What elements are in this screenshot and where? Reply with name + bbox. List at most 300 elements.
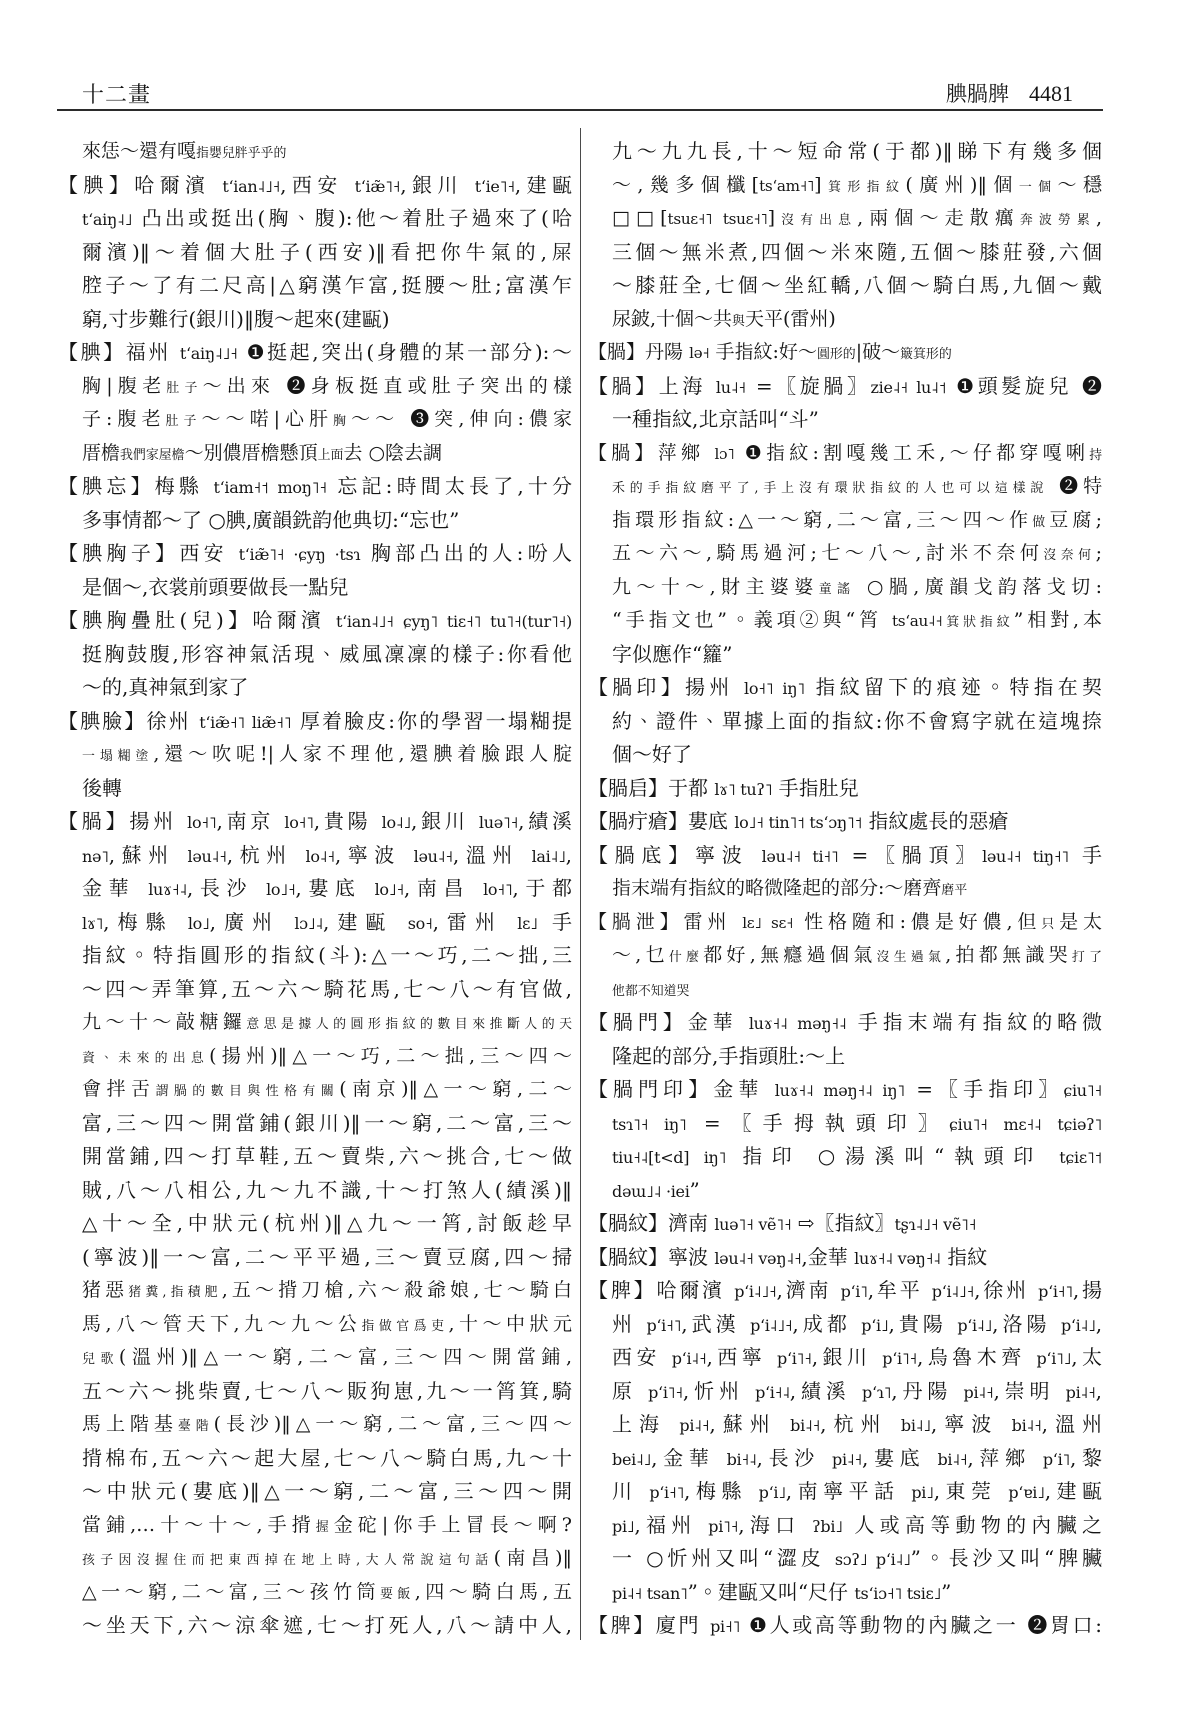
entry-text: ;: [1095, 542, 1102, 564]
phonetic-transcription: lɔ˥: [714, 444, 735, 463]
entry-text: 揹棉布,五～六～起大屋,七～八～騎白馬,九～十: [82, 1445, 572, 1470]
entry-text: ～,乜: [612, 944, 669, 966]
phonetic-transcription: ləu˨˧ tiŋ˧˥: [982, 846, 1069, 866]
dictionary-line: [58, 705, 572, 739]
entry-text: ❶挺起,突出(身體的某一部分):～: [237, 340, 572, 364]
dictionary-line: [58, 1107, 572, 1141]
entry-text: 丹陽: [645, 341, 690, 363]
entry-text: ,杭州: [226, 842, 306, 867]
phonetic-transcription: lɤ˥: [82, 913, 104, 933]
dictionary-line: [58, 1609, 572, 1643]
phonetic-transcription: tʻaiŋ˨˩˧: [179, 344, 238, 363]
dictionary-line: [58, 269, 572, 303]
phonetic-transcription: zie˨˧ lu˨˦: [870, 377, 947, 397]
entry-text: 賊,八～八相公,九～九不識,十～打煞人(績溪)‖: [82, 1177, 572, 1202]
entry-text: ,蘇州: [108, 842, 188, 867]
phonetic-transcription: tʻiam˧˦ moŋ˥˧: [213, 478, 327, 497]
gloss-note: 奔波勞累: [1019, 213, 1096, 228]
dictionary-line: [588, 1274, 1102, 1308]
dictionary-line: [58, 370, 572, 404]
dictionary-line: [58, 839, 572, 873]
entry-text: 手: [1068, 842, 1102, 867]
dictionary-line: [58, 1040, 572, 1074]
dictionary-line: [58, 805, 572, 839]
entry-text: 西安: [179, 541, 239, 565]
phonetic-transcription: tɕiɛ˥˦: [1059, 1148, 1102, 1167]
entry-text: 指印 ○湯溪叫“執頭印: [726, 1144, 1060, 1168]
phonetic-transcription: pi˨˧ tsan˥: [612, 1583, 688, 1603]
dictionary-line: [58, 135, 572, 169]
phonetic-transcription: so˧: [407, 913, 433, 933]
phonetic-transcription: sɔʔ˩ pʻi˨˩: [834, 1550, 911, 1569]
dictionary-line: [58, 1475, 572, 1509]
entry-text: ,海口: [738, 1512, 813, 1537]
entry-text: ,揚: [1072, 1278, 1102, 1302]
entry-text: ,: [1095, 1311, 1102, 1336]
dictionary-line: [588, 202, 1102, 236]
entry-text: ,婁底: [861, 1445, 938, 1470]
entry-text: 指紋處長的惡瘡: [862, 809, 1009, 833]
phonetic-transcription: lɔ˩˨: [294, 913, 323, 933]
phonetic-transcription: bi˨˧: [790, 1416, 821, 1435]
phonetic-transcription: lo˧˥ iŋ˥: [744, 679, 805, 698]
page-number: 4481: [1029, 81, 1073, 106]
dictionary-line: [58, 1174, 572, 1208]
entry-text: ,十～中狀元: [448, 1312, 572, 1335]
gloss-note: 猪糞,指積肥: [128, 1285, 222, 1300]
dictionary-line: [58, 1274, 572, 1308]
dictionary-line: [58, 1006, 572, 1040]
entry-text: 當鋪,…十～十～,手揹: [82, 1513, 316, 1536]
entry-text: 徐州: [146, 708, 200, 733]
entry-text: ,銀川: [811, 1345, 883, 1369]
dictionary-line: [58, 1542, 572, 1576]
gloss-note: 箕狀指紋: [942, 615, 1014, 630]
phonetic-transcription: lo˧˥: [284, 813, 314, 832]
running-head-headwords: 腆腡脾: [946, 82, 1009, 106]
entry-text: ❶指紋:割嘎幾工禾,～仔都穿嘎唎: [734, 441, 1090, 464]
dictionary-line: [58, 604, 572, 638]
phonetic-transcription: pi˧˥: [710, 1617, 741, 1636]
phonetic-transcription: lɛ˩: [517, 913, 538, 933]
entry-text: ,南京: [216, 809, 285, 833]
phonetic-transcription: tsuɛ˧˥ tsuɛ˧˥: [667, 210, 768, 228]
entry-text: ,崇明: [993, 1378, 1066, 1403]
entry-text: 指紋: [940, 1244, 988, 1269]
phonetic-transcription: pʻi˧˥: [646, 1315, 682, 1335]
headword: 【腆】: [58, 172, 135, 197]
dictionary-line: [588, 738, 1102, 772]
entry-text: 寧波: [668, 1244, 715, 1269]
dictionary-line: [588, 1207, 1102, 1241]
dictionary-line: [58, 470, 572, 504]
phonetic-transcription: pʻi˥: [840, 1282, 868, 1301]
gloss-note: 持: [1089, 447, 1102, 463]
phonetic-transcription: lo˧˥: [187, 813, 217, 832]
gloss-note: 他都不知道哭: [612, 983, 690, 999]
phonetic-transcription: pi˨˧: [1065, 1382, 1096, 1402]
entry-text: 九～九九長,十～短命常(于都)‖睇下有幾多個: [612, 139, 1102, 163]
gloss-note: 意思是據人的圓形指紋的數目來推斷人的天: [246, 1017, 572, 1032]
phonetic-transcription: pʻɿ˥: [862, 1382, 892, 1402]
gloss-note: 簸箕形的: [900, 347, 952, 362]
dictionary-line: [588, 906, 1102, 940]
entry-text: (揚州)‖△一～巧,二～拙,三～四～: [209, 1044, 572, 1067]
dictionary-line: [58, 437, 572, 471]
entry-text: ,西寧: [706, 1345, 778, 1369]
headword: 【腡】: [58, 809, 130, 833]
dictionary-line: [588, 1408, 1102, 1442]
entry-text: ,: [1095, 1378, 1102, 1403]
phonetic-transcription: pʻi˥˧: [777, 1349, 812, 1368]
entry-text: 挺胸鼓腹,形容神氣活現、威風凜凜的樣子:你看他: [82, 641, 572, 666]
dictionary-line: [588, 1174, 1102, 1208]
gloss-note: 沒奈何: [1043, 548, 1096, 563]
gloss-note: 我們家屋檐: [120, 447, 185, 463]
entry-text: ,溫州: [452, 842, 532, 867]
entry-text: ,長沙: [756, 1445, 833, 1470]
headword: 【脾】: [588, 1613, 656, 1637]
entry-text: ”相對,本: [1013, 609, 1102, 631]
phonetic-transcription: dəɯ˩˨ ·iei: [612, 1181, 690, 1201]
phonetic-transcription: tʻian˨˩˧: [222, 176, 281, 196]
phonetic-transcription: tsʻiɔ˧˥ tsiɛ˩: [854, 1583, 942, 1603]
entry-text: ,銀川: [400, 172, 475, 197]
headword: 【腡門印】: [588, 1077, 714, 1101]
entry-text: ,太: [1071, 1345, 1102, 1369]
entry-text: ,建甌: [514, 172, 572, 197]
dictionary-line: [58, 202, 572, 236]
phonetic-transcription: lo˩˧: [374, 880, 404, 899]
entry-text: 哈爾濱: [252, 608, 336, 632]
dictionary-line: [58, 772, 572, 806]
entry-text: ,萍鄉: [967, 1445, 1043, 1470]
phonetic-transcription: tʻaiŋ˨˩: [82, 210, 133, 229]
entry-text: 窮,寸步難行(銀川)‖腹～起來(建甌): [82, 306, 390, 331]
headword: 【腡】: [588, 441, 658, 464]
entry-text: 廈門: [655, 1613, 711, 1637]
dictionary-line: [588, 1006, 1102, 1040]
dictionary-line: [58, 939, 572, 973]
entry-text: 梅縣: [154, 474, 214, 498]
phonetic-transcription: lo˩: [187, 913, 210, 933]
entry-text: 尿鈹,十個～共: [612, 307, 733, 330]
dictionary-line: [588, 772, 1102, 806]
phonetic-transcription: luɤ˧˨ vəŋ˧˨: [854, 1248, 941, 1268]
dictionary-line: [588, 336, 1102, 370]
entry-text: (南京)‖△一～窮,二～: [339, 1078, 572, 1100]
entry-text: 濟南: [668, 1211, 715, 1235]
dictionary-line: [588, 1442, 1102, 1476]
gloss-note: 資、未來的出息: [82, 1050, 210, 1066]
headword: 【腆胸疊肚(兒)】: [58, 608, 253, 632]
gloss-note: 與: [732, 313, 745, 329]
entry-text: ⇨〖指紋〗: [791, 1211, 895, 1235]
entry-text: ,黎: [1070, 1445, 1102, 1470]
dictionary-line: [588, 1375, 1102, 1409]
entry-text: ,婁底: [295, 876, 375, 900]
entry-text: 是個～,衣裳前頭要做長一點兒: [82, 574, 349, 599]
entry-text: 子:腹老: [82, 408, 166, 430]
entry-text: ”: [689, 1177, 700, 1202]
dictionary-line: [588, 303, 1102, 337]
entry-text: ,金華: [651, 1445, 727, 1470]
gloss-note: 謂腡的數目與性格有關: [155, 1084, 340, 1099]
dictionary-line: [588, 1341, 1102, 1375]
phonetic-transcription: pʻɐi˩: [1008, 1483, 1045, 1502]
gloss-note: 孩子因沒握住而把東西掉在地上時,大人常說這句話: [82, 1553, 494, 1568]
phonetic-transcription: ʔbi˩: [812, 1516, 843, 1536]
phonetic-transcription: bei˨˩: [612, 1449, 652, 1469]
entry-text: 一種指紋,北京話叫“斗”: [612, 407, 819, 431]
entry-text: ,西安: [280, 172, 355, 197]
gloss-note: 圓形的: [816, 347, 856, 362]
phonetic-transcription: pʻi˩: [861, 1315, 889, 1335]
entry-text: 厚着臉皮:你的學習一塌糊提: [291, 708, 572, 733]
dictionary-line: [58, 169, 572, 203]
phonetic-transcription: pi˩: [612, 1516, 635, 1536]
dictionary-line: [58, 906, 572, 940]
gloss-note: 磨平: [941, 883, 968, 898]
dictionary-line: [588, 236, 1102, 270]
entry-text: 多事情都～了 ○腆,廣韻銑韵他典切:“忘也”: [82, 507, 460, 532]
dictionary-line: [58, 1509, 572, 1543]
phonetic-transcription: nə˥: [82, 846, 109, 866]
entry-text: △一～窮,二～富,三～孩竹筒: [82, 1580, 381, 1603]
headword: 【腡紋】: [588, 1211, 668, 1235]
dictionary-line: [58, 1408, 572, 1442]
phonetic-transcription: lɤ˥ tuʔ˥: [714, 779, 773, 799]
phonetic-transcription: tʻie˥˧: [474, 176, 515, 196]
entry-text: ”。長沙又叫“脾臟: [910, 1546, 1102, 1570]
dictionary-line: [588, 169, 1102, 203]
entry-text: ,東莞: [933, 1479, 1009, 1503]
entry-text: ,忻州: [682, 1378, 756, 1403]
entry-text: 猪惡: [82, 1279, 129, 1301]
phonetic-transcription: pʻi˥˧: [882, 1349, 918, 1368]
entry-text: 性格隨和:儂是好儂,但: [793, 910, 1042, 933]
entry-text: ,寧波: [930, 1412, 1012, 1436]
entry-text: 胸|腹老: [82, 374, 167, 397]
entry-text: 都好,無癮過個氣: [703, 944, 877, 966]
dictionary-line: [588, 135, 1102, 169]
phonetic-transcription: pʻi˨˩: [1060, 1315, 1096, 1335]
gloss-note: 肚子: [166, 380, 203, 396]
dictionary-line: [58, 537, 572, 571]
dictionary-line: [588, 437, 1102, 471]
entry-text: 五～六～挑柴賣,七～八～販狗崽,九～一筲箕,騎: [82, 1378, 572, 1403]
headword: 【腡】: [588, 341, 646, 363]
entry-text: ,建甌: [1044, 1479, 1102, 1503]
phonetic-transcription: tʂɿ˨˩˧ vẽ˥˧: [894, 1215, 977, 1234]
headword: 【腡疔瘡】: [588, 809, 688, 833]
phonetic-transcription: tsʻau˨˧: [891, 612, 943, 630]
dictionary-line: [58, 571, 572, 605]
entry-text: 爾濱)‖～着個大肚子(西安)‖看把你牛氣的,屎: [82, 239, 572, 264]
phonetic-transcription: tsɿ˥˧ iŋ˥: [612, 1114, 687, 1134]
entry-text: ～別儂厝檐懸頂: [184, 441, 318, 464]
phonetic-transcription: tʻiæ̃˥˧ ·ɕyŋ ·tsɿ: [238, 545, 361, 564]
left-column: [58, 135, 572, 1643]
phonetic-transcription: pʻi˧˥: [1038, 1282, 1073, 1301]
entry-text: 一 ○忻州又叫“澀皮: [612, 1546, 835, 1570]
entry-text: 手指紋:好～: [709, 341, 817, 363]
dictionary-line: [588, 269, 1102, 303]
phonetic-transcription: lo˩˧: [266, 880, 296, 899]
dictionary-line: [588, 1073, 1102, 1107]
entry-text: ,于都: [512, 876, 572, 900]
phonetic-transcription: lo˨˩: [381, 813, 411, 832]
phonetic-transcription: pi˨˧: [679, 1416, 710, 1435]
entry-text: ～～喏|心肝: [201, 408, 334, 430]
entry-text: 字似應作“籮”: [612, 641, 733, 666]
dictionary-line: [588, 504, 1102, 538]
phonetic-transcription: pʻi˥˩: [1036, 1349, 1072, 1368]
entry-text: ,濟南: [776, 1278, 841, 1302]
entry-text: ,銀川: [410, 809, 479, 833]
entry-text: 人或高等動物的內臟之: [842, 1512, 1102, 1537]
phonetic-transcription: luə˥˧: [478, 813, 519, 832]
entry-text: =〖旋腡〗: [745, 373, 871, 398]
dictionary-line: [588, 604, 1102, 638]
dictionary-line: [588, 1576, 1102, 1610]
dictionary-line: [588, 1107, 1102, 1141]
dictionary-line: [58, 872, 572, 906]
dictionary-line: [58, 303, 572, 337]
entry-text: 西安: [612, 1345, 672, 1369]
phonetic-transcription: luə˥˧ vẽ˥˧: [714, 1215, 792, 1234]
entry-text: =〖手拇執頭印〗: [686, 1110, 949, 1135]
phonetic-transcription: pʻi˥˧: [648, 1382, 683, 1402]
gloss-note: 沒有出息: [775, 213, 858, 228]
headword: 【腡启】: [588, 775, 668, 800]
entry-text: ,拍都無識哭: [945, 944, 1072, 966]
phonetic-transcription: pʻi˥: [1042, 1449, 1070, 1469]
entry-text: (寧波)‖一～富,二～平平過,三～賣豆腐,四～掃: [82, 1244, 572, 1269]
dictionary-line: [58, 1576, 572, 1610]
gloss-note: 臺階: [177, 1419, 214, 1434]
entry-text: 馬,八～管天下,九～九～公: [82, 1312, 362, 1335]
headword: 【腡】: [588, 373, 659, 398]
entry-text: 指環形指紋:△一～窮,二～富,三～四～作: [612, 508, 1033, 531]
entry-text: 馬上階基: [82, 1413, 178, 1435]
entry-text: □□[: [612, 207, 668, 229]
entry-text: 州: [612, 1311, 647, 1336]
running-head: [946, 78, 1073, 108]
entry-text: ,徐州: [974, 1278, 1039, 1302]
entry-text: 隆起的部分,手指頭肚:～上: [612, 1043, 846, 1068]
entry-text: ～出來 ❷身板挺直或肚子突出的樣: [202, 374, 572, 397]
entry-text: 金華: [713, 1077, 775, 1101]
entry-text: 手指肚兒: [772, 775, 859, 800]
gloss-note: 只: [1041, 916, 1060, 932]
entry-text: 指末端有指紋的略微隆起的部分:～磨齊: [612, 877, 942, 899]
phonetic-transcription: pʻi˨˧: [671, 1349, 707, 1368]
entry-text: (廣州)‖個: [905, 173, 1019, 196]
entry-text: ～四～弄筆算,五～六～騎花馬,七～八～有官做,: [82, 976, 572, 1001]
headword: 【腡門】: [588, 1010, 688, 1034]
dictionary-line: [58, 1375, 572, 1409]
entry-text: 九～十～,財主婆婆: [612, 575, 819, 598]
dictionary-line: [588, 1542, 1102, 1576]
entry-text: ”。建甌又叫“尺仔: [687, 1579, 855, 1604]
entry-text: 哈爾濱: [134, 172, 223, 197]
entry-text: 雷州: [683, 910, 743, 933]
entry-text: 富,三～四～開當鋪(銀川)‖一～窮,二～富,三～: [82, 1110, 572, 1135]
entry-text: 去 ○陰去調: [343, 441, 443, 464]
entry-text: 哈爾濱: [656, 1278, 735, 1302]
phonetic-transcription: pʻi˨˩˧: [734, 1282, 777, 1301]
entry-text: ]: [814, 173, 822, 196]
entry-text: ❶人或高等動物的內臟之一 ❷胃口:: [740, 1613, 1102, 1637]
entry-text: ～膝莊全,七個～坐紅轎,八個～騎白馬,九個～戴: [612, 273, 1102, 297]
entry-text: 胸部凸出的人:吩人: [360, 541, 572, 565]
header-rule: [57, 109, 1103, 111]
entry-text: 福州: [125, 340, 180, 364]
entry-text: 金華: [82, 876, 149, 900]
entry-text: 開當鋪,四～打草鞋,五～賣柴,六～挑合,七～做: [82, 1144, 572, 1168]
gloss-note: 肚子: [165, 414, 202, 429]
entry-text: =〖腡頂〗: [838, 842, 983, 867]
entry-text: ,貴陽: [888, 1311, 958, 1336]
entry-text: ～,幾多個櫼[: [612, 173, 760, 196]
entry-text: 天平(雷州): [744, 307, 836, 330]
entry-text: ～中狀元(婁底)‖△一～窮,二～富,三～四～開: [82, 1479, 572, 1503]
entry-text: ～的,真神氣到家了: [82, 675, 249, 699]
phonetic-transcription: lu˨˧: [715, 377, 746, 397]
dictionary-line: [58, 1341, 572, 1375]
entry-text: ,南寧平話: [785, 1479, 912, 1503]
headword: 【腆忘】: [58, 474, 155, 498]
entry-text: 上海: [612, 1412, 680, 1436]
gloss-note: 打了: [1071, 950, 1102, 965]
entry-text: ,長沙: [186, 876, 267, 900]
phonetic-transcription: pi˨˧: [963, 1382, 994, 1402]
entry-text: 指紋留下的痕迹。特指在契: [804, 675, 1102, 699]
entry-text: 金砣|你手上冒長～啊?: [333, 1513, 572, 1536]
gloss-note: 握: [315, 1519, 334, 1535]
phonetic-transcription: bi˨˩: [900, 1416, 931, 1435]
dictionary-line: [58, 504, 572, 538]
gloss-note: 指嬰兒胖乎乎的: [196, 146, 287, 161]
gloss-note: 禾的手指紋磨平了,手上沒有環狀指紋的人也可以這樣說: [612, 481, 1049, 496]
gloss-note: 兒歌: [82, 1352, 119, 1367]
entry-text: ,建甌: [323, 909, 408, 934]
entry-text: 于都: [668, 775, 715, 800]
entry-text: ,成都: [792, 1311, 862, 1336]
phonetic-transcription: lo˧˥: [483, 880, 513, 899]
dictionary-line: [588, 571, 1102, 605]
dictionary-line: [588, 537, 1102, 571]
phonetic-transcription: lai˨˩: [531, 846, 566, 866]
entry-text: ,梅縣: [103, 909, 188, 934]
gloss-note: 一塌糊塗: [82, 749, 154, 764]
phonetic-transcription: lo˨˧: [305, 846, 335, 866]
phonetic-transcription: pi˩: [911, 1483, 934, 1502]
entry-text: (長沙)‖△一～窮,二～富,三～四～: [213, 1413, 572, 1435]
entry-text: 婁底: [688, 809, 735, 833]
headword: 【腆臉】: [58, 708, 147, 733]
phonetic-transcription: ləu˨˧: [187, 846, 227, 866]
entry-text: ,烏魯木齊: [917, 1345, 1037, 1369]
entry-text: 指紋。特指圓形的指紋(斗):△一～巧,二～拙,三: [82, 943, 572, 967]
gloss-note: 沒生過氣: [876, 950, 946, 965]
phonetic-transcription: ləu˨˧ ti˧˥: [761, 846, 839, 866]
entry-text: ,: [565, 842, 572, 867]
phonetic-transcription: luɤ˧˨: [148, 880, 187, 899]
gloss-note: 上面: [317, 447, 344, 463]
headword: 【脾】: [588, 1278, 657, 1302]
